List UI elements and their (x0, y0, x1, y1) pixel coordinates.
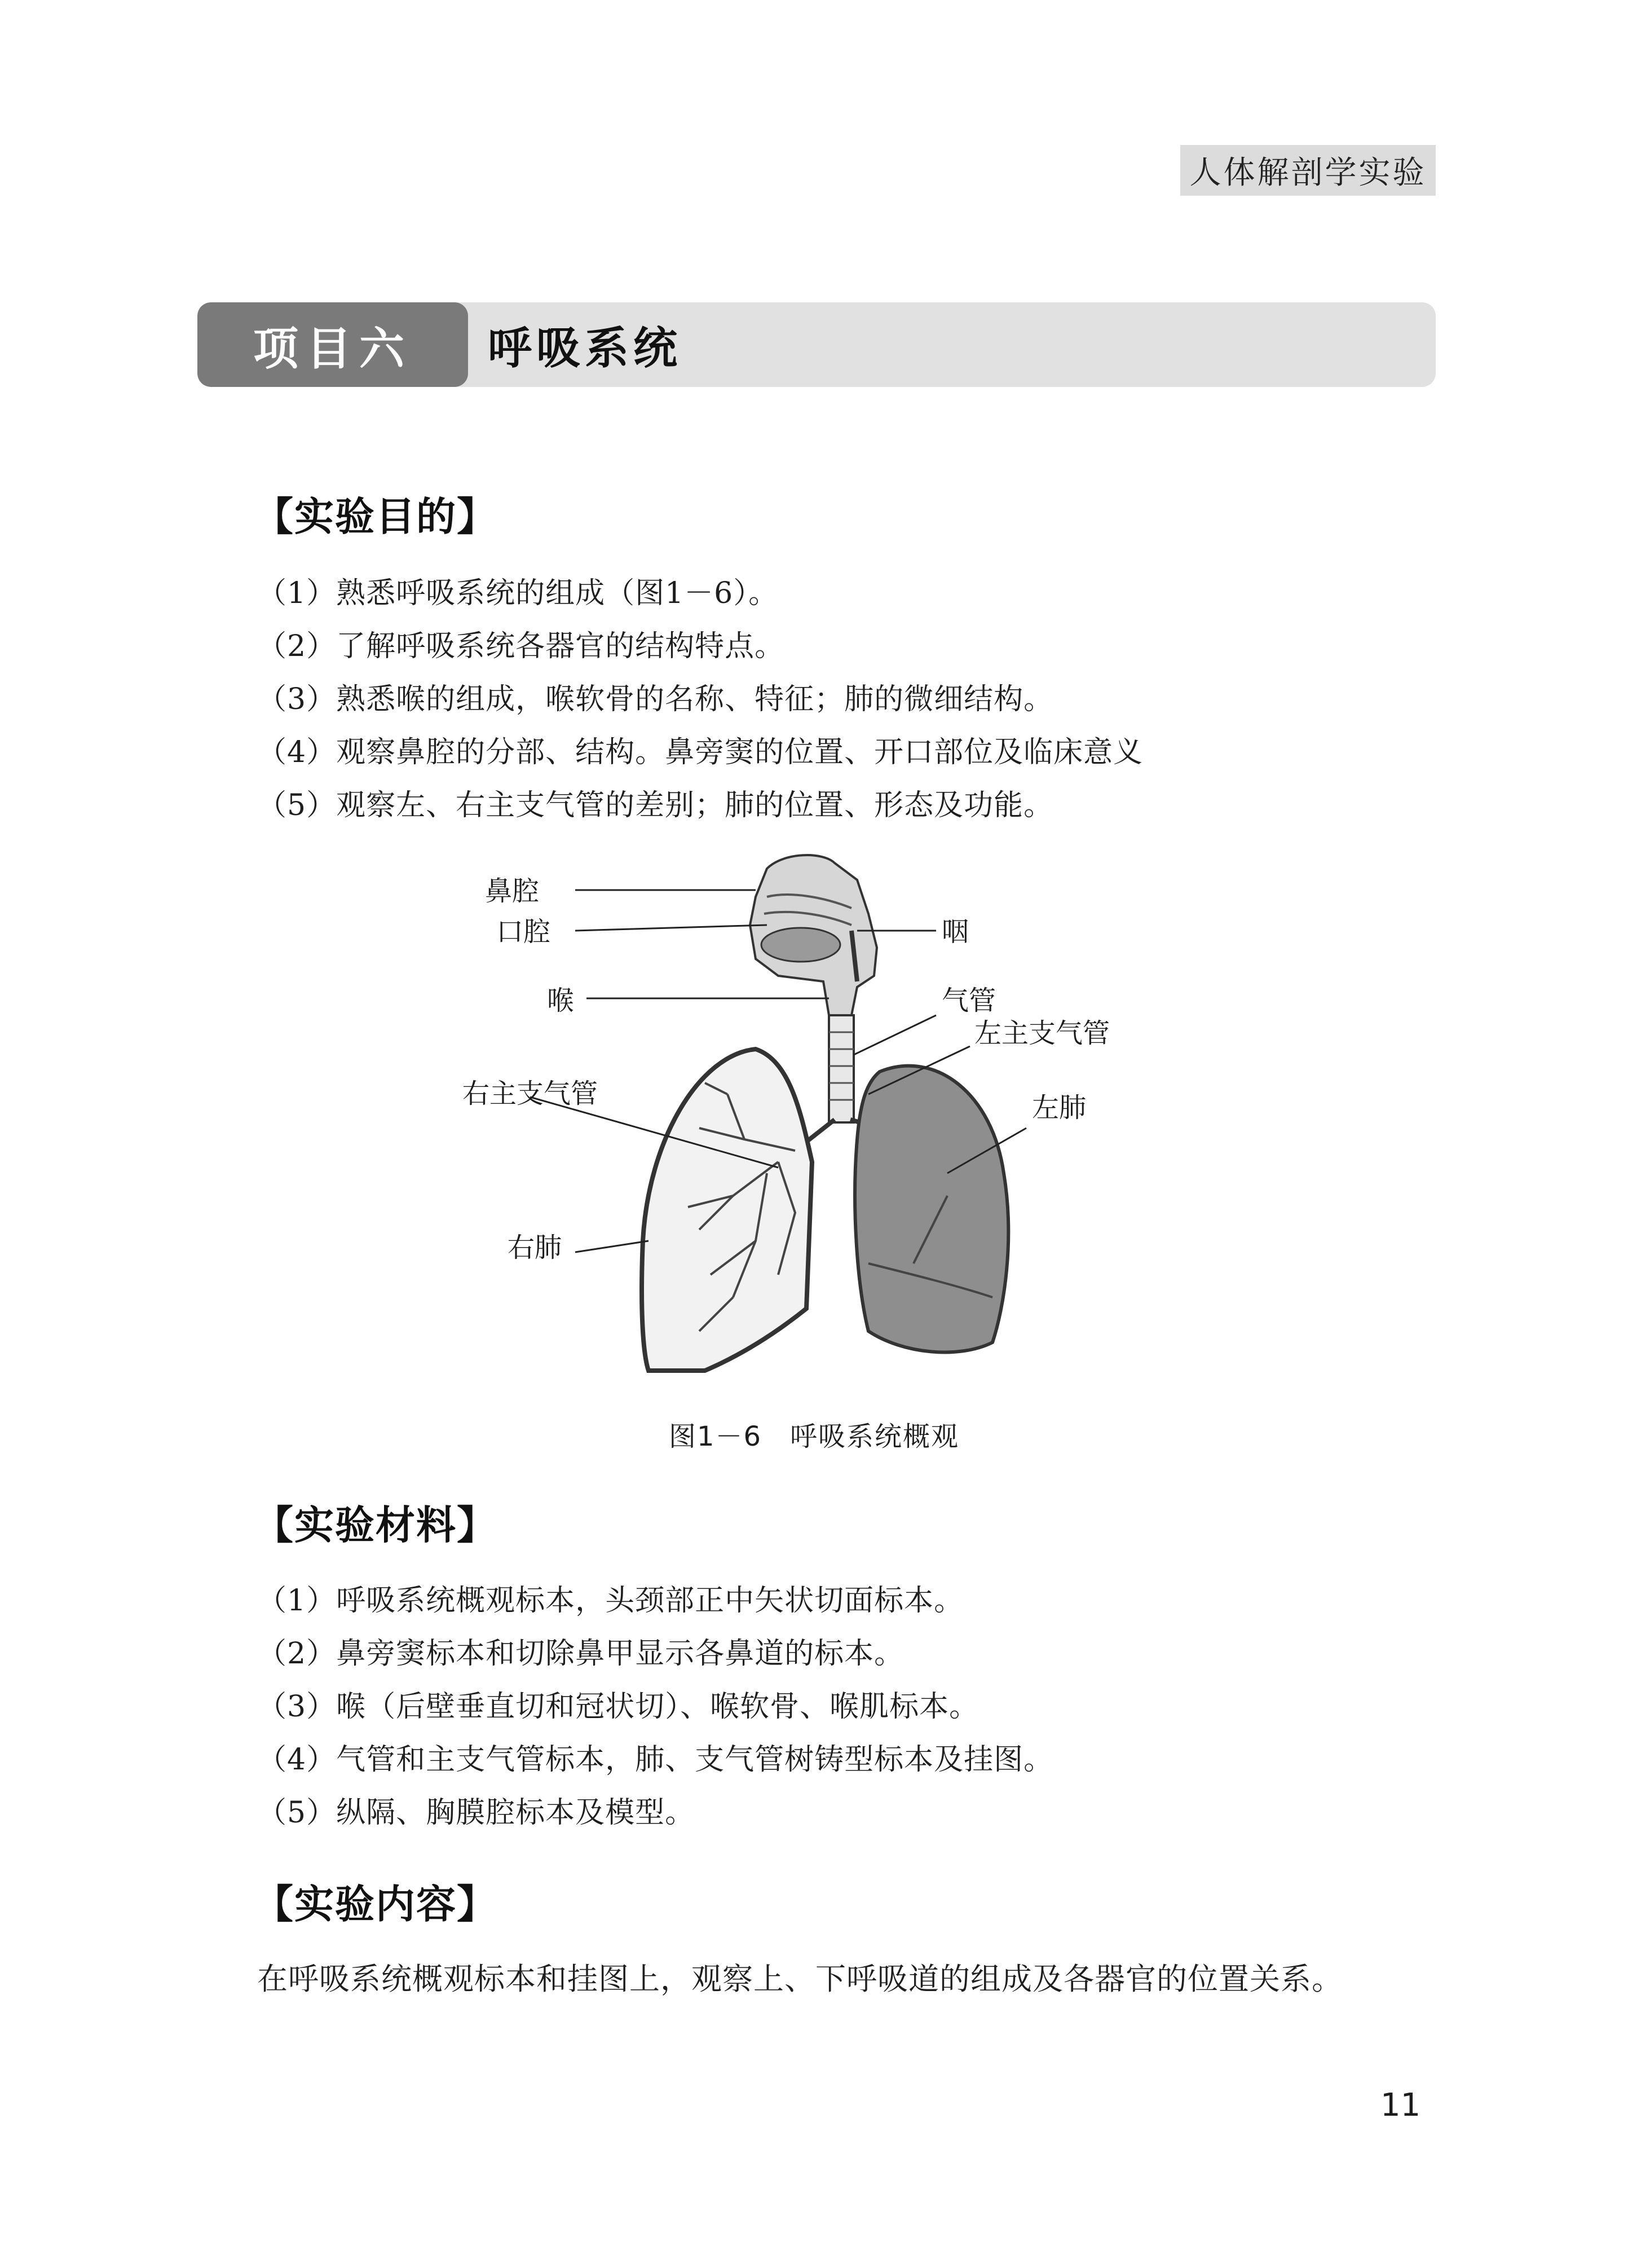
running-header: 人体解剖学实验 (1180, 145, 1436, 196)
material-item: （1）呼吸系统概观标本，头颈部正中矢状切面标本。 (257, 1584, 964, 1618)
label-pharynx: 咽 (942, 916, 969, 948)
right-lung-illustration (642, 1049, 812, 1371)
material-item: （4）气管和主支气管标本，肺、支气管树铸型标本及挂图。 (257, 1743, 1054, 1777)
content-paragraph: 在呼吸系统概观标本和挂图上，观察上、下呼吸道的组成及各器官的位置关系。 (257, 1961, 1343, 1997)
respiratory-system-figure (462, 846, 1162, 1388)
objective-item: （2）了解呼吸系统各器官的结构特点。 (257, 629, 785, 663)
left-lung-illustration (855, 1066, 1008, 1353)
label-trachea: 气管 (942, 985, 996, 1016)
label-right-main-bronchus: 右主支气管 (462, 1078, 598, 1109)
label-larynx: 喉 (547, 985, 575, 1016)
label-left-main-bronchus: 左主支气管 (974, 1018, 1110, 1049)
material-item: （5）纵隔、胸膜腔标本及模型。 (257, 1796, 695, 1830)
page-number: 11 (1380, 2087, 1421, 2124)
project-title-bar (197, 302, 1436, 387)
figure-caption: 图1－6 呼吸系统概观 (668, 1421, 960, 1452)
project-title: 呼吸系统 (488, 323, 682, 374)
material-item: （3）喉（后壁垂直切和冠状切）、喉软骨、喉肌标本。 (257, 1690, 980, 1724)
objective-item: （4）观察鼻腔的分部、结构。鼻旁窦的位置、开口部位及临床意义 (257, 736, 1144, 769)
material-item: （2）鼻旁窦标本和切除鼻甲显示各鼻道的标本。 (257, 1637, 905, 1671)
objective-item: （3）熟悉喉的组成，喉软骨的名称、特征；肺的微细结构。 (257, 682, 1054, 716)
materials-heading: 【实验材料】 (254, 1502, 497, 1548)
content-heading: 【实验内容】 (254, 1881, 497, 1927)
objectives-heading: 【实验目的】 (254, 494, 497, 540)
label-nasal-cavity: 鼻腔 (485, 875, 540, 907)
label-right-lung: 右肺 (508, 1232, 562, 1263)
label-left-lung: 左肺 (1032, 1092, 1087, 1124)
project-number: 项目六 (197, 302, 468, 387)
objective-item: （1）熟悉呼吸系统的组成（图1－6）。 (257, 576, 779, 610)
label-oral-cavity: 口腔 (496, 916, 551, 948)
objective-item: （5）观察左、右主支气管的差别；肺的位置、形态及功能。 (257, 789, 1054, 822)
head-section-illustration (750, 855, 877, 1015)
